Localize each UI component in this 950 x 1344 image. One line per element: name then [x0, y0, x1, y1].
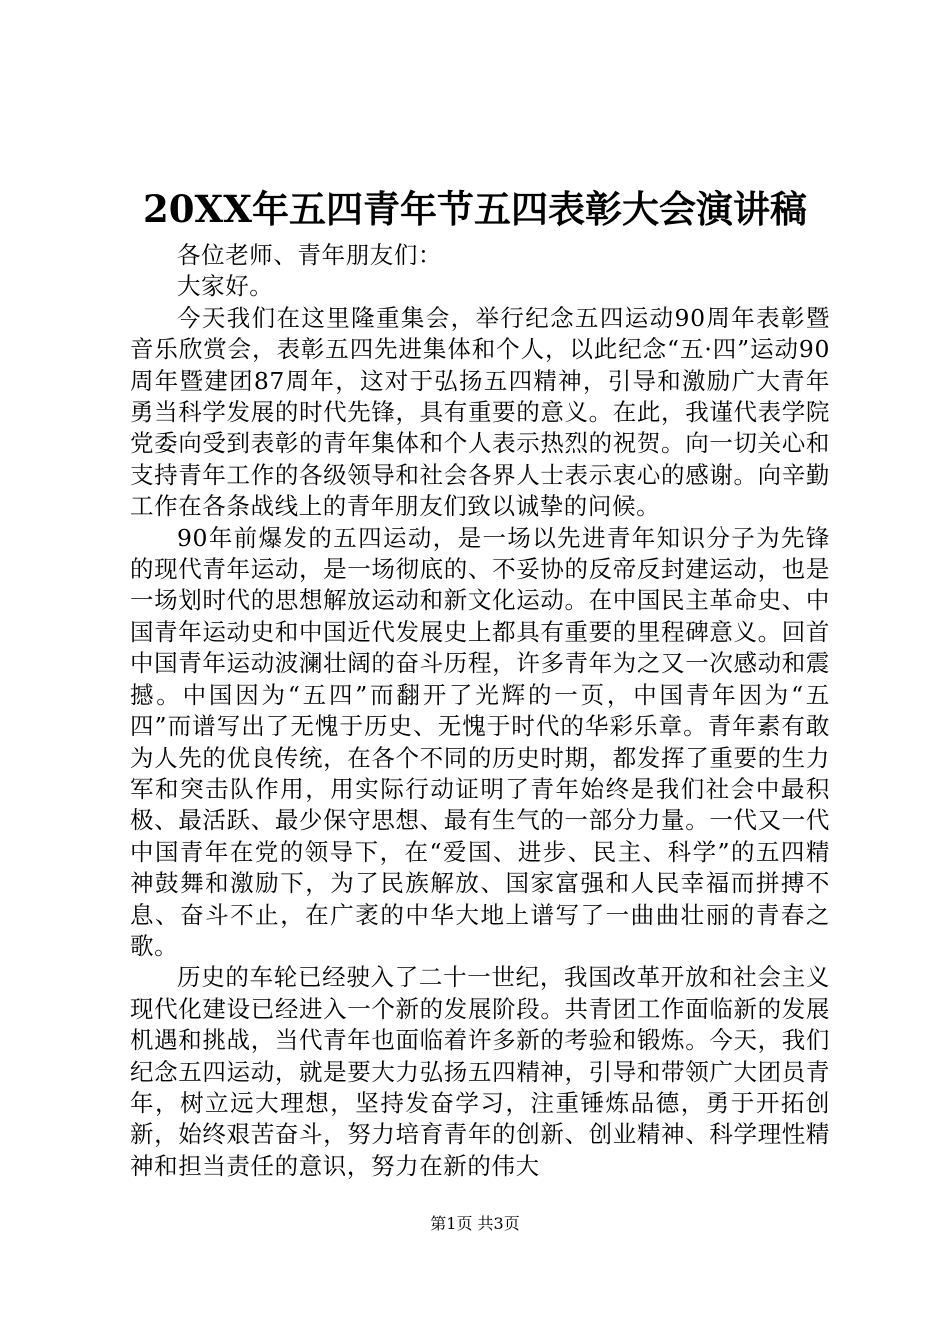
document-title: 20XX年五四青年节五四表彰大会演讲稿	[143, 187, 807, 231]
body-paragraph: 历史的车轮已经驶入了二十一世纪，我国改革开放和社会主义现代化建设已经进入一个新的发展阶段。共青团工作面临新的发展机遇和挑战，当代青年也面临着许多新的考验和锻炼。今天，我们纪念五四运动，就是要大力弘扬五四精神，引导和带领广大团员青年，树立远大理想，坚持发奋学习，注重锤炼品德，勇于开拓创新，始终艰苦奋斗，努力培育青年的创新、创业精神、科学理性精神和担当责任的意识，努力在新的伟大	[130, 963, 830, 1180]
body-paragraph: 今天我们在这里隆重集会，举行纪念五四运动90周年表彰暨音乐欣赏会，表彰五四先进集体和个人，以此纪念“五·四”运动90周年暨建团87周年，这对于弘扬五四精神，引导和激励广大青年勇当科学发展的时代先锋，具有重要的意义。在此，我谨代表学院党委向受到表彰的青年集体和个人表示热烈的祝贺。向一切关心和支持青年工作的各级领导和社会各界人士表示衷心的感谢。向辛勤工作在各条战线上的青年朋友们致以诚挚的问候。	[130, 303, 830, 521]
body-paragraph: 90年前爆发的五四运动，是一场以先进青年知识分子为先锋的现代青年运动，是一场彻底的、不妥协的反帝反封建运动，也是一场划时代的思想解放运动和新文化运动。在中国民主革命史、中国青年运动史和中国近代发展史上都具有重要的里程碑意义。回首中国青年运动波澜壮阔的奋斗历程，许多青年为之又一次感动和震撼。中国因为“五四”而翻开了光辉的一页，中国青年因为“五四”而谱写出了无愧于历史、无愧于时代的华彩乐章。青年素有敢为人先的优良传统，在各个不同的历史时期，都发挥了重要的生力军和突击队作用，用实际行动证明了青年始终是我们社会中最积极、最活跃、最少保守思想、最有生气的一部分力量。一代又一代中国青年在党的领导下，在“爱国、进步、民主、科学”的五四精神鼓舞和激励下，为了民族解放、国家富强和人民幸福而拼搏不息、奋斗不止，在广袤的中华大地上谱写了一曲曲壮丽的青春之歌。	[130, 523, 830, 960]
page-footer: 第1页 共3页	[430, 1214, 520, 1233]
salutation-paragraph: 各位老师、青年朋友们：	[177, 241, 443, 269]
document-body	[130, 240, 830, 1182]
greeting-paragraph: 大家好。	[177, 272, 274, 301]
